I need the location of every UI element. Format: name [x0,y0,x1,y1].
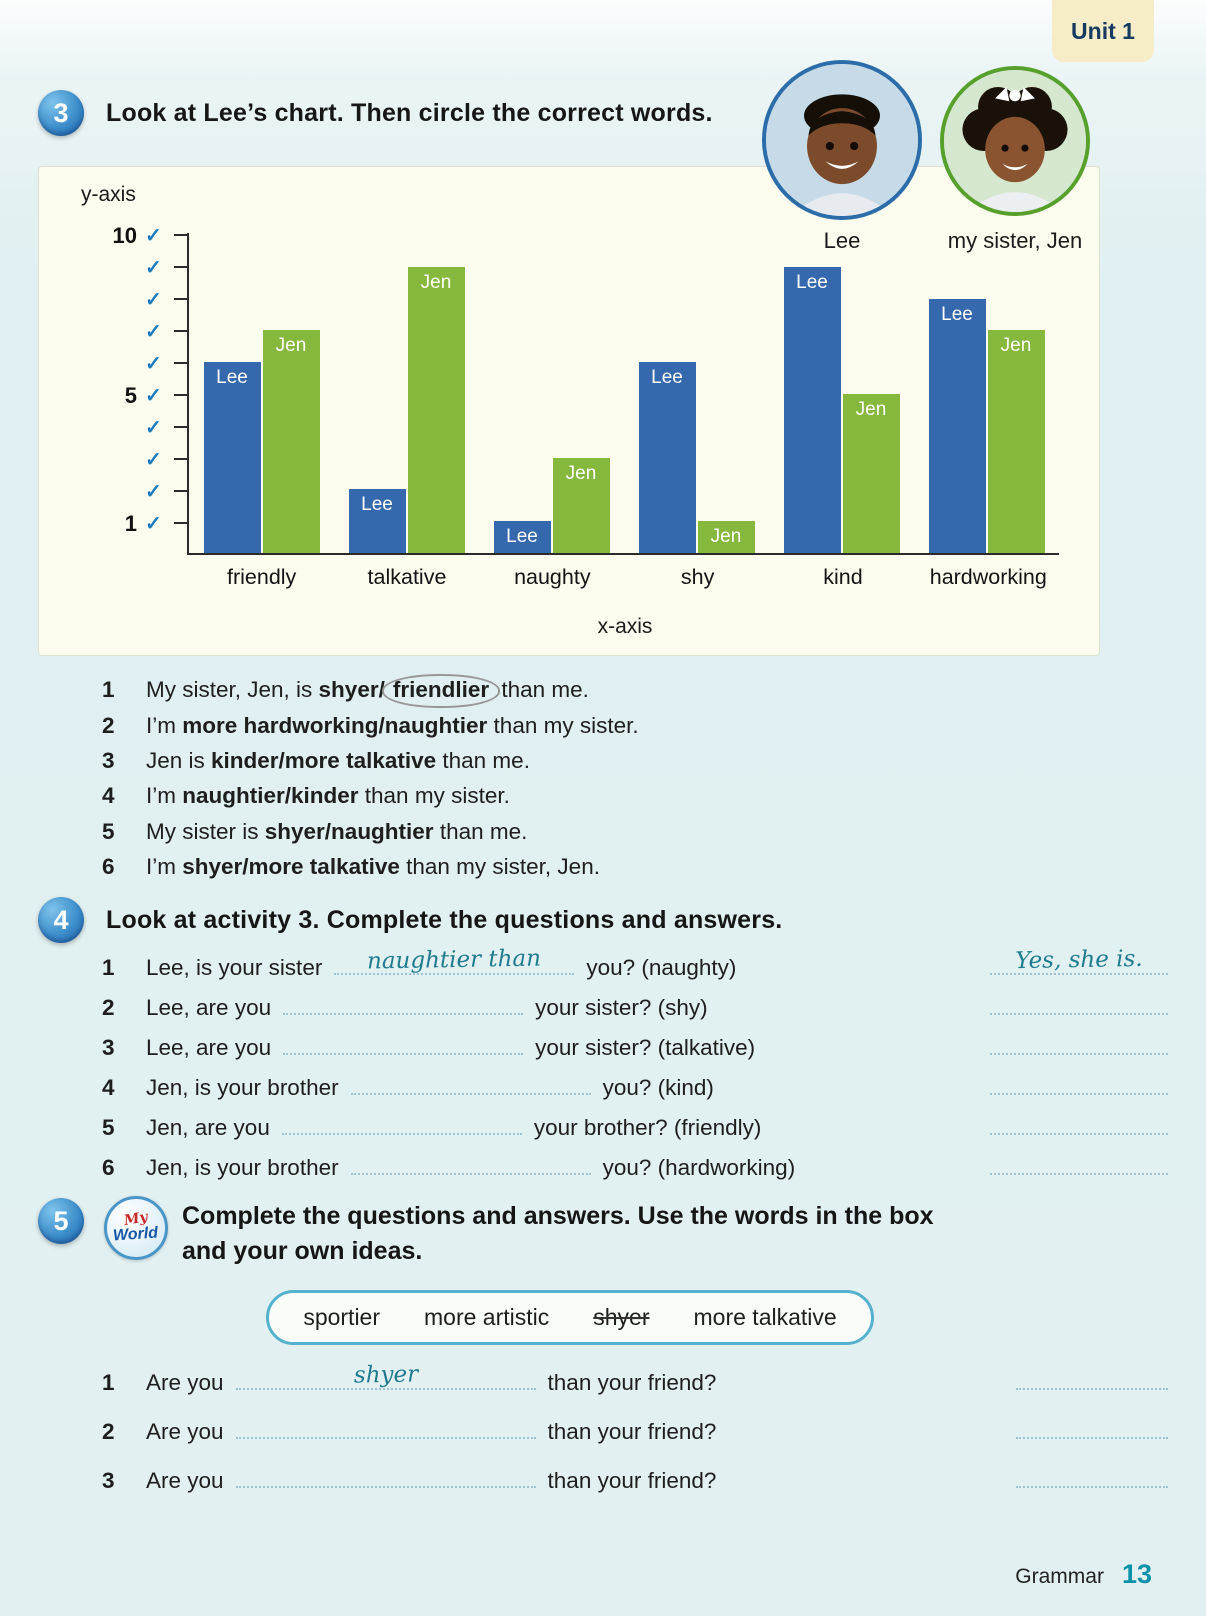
bar-label-jen: Jen [275,335,307,357]
category-label-friendly: friendly [227,565,297,589]
bar-jen-naughty [553,458,610,553]
question-number: 4 [102,1075,115,1100]
bar-group-friendly [189,330,334,553]
activity3-sentences [102,676,639,888]
short-answer-line [990,1113,1168,1135]
circled-word: friendlier [382,674,500,708]
footer-section-label: Grammar [1015,1565,1104,1588]
sentence-text: Jen is kinder/more talkative than me. [146,748,530,774]
sentence-row [102,853,639,881]
jen-photo-label: my sister, Jen [947,228,1083,253]
question-text-after: than your friend? [547,1370,717,1395]
bars-container [189,233,1059,553]
activity5-number-badge: 5 [38,1198,84,1244]
my-world-logo-line1: My [122,1209,150,1230]
bar-label-lee: Lee [361,494,393,516]
category-label-hardworking: hardworking [929,565,1047,589]
question-number: 1 [102,955,115,980]
checkmark-icon: ✓ [145,321,162,343]
question-row [102,993,1168,1033]
checkmark-icon: ✓ [145,225,162,247]
y-tick-6 [174,362,187,364]
answer-blank [236,1466,536,1488]
question-number: 3 [102,1468,115,1493]
bar-jen-hardworking [988,330,1045,553]
y-tick-7 [174,330,187,332]
question-number: 3 [102,1035,115,1060]
activity4-title: Look at activity 3. Complete the questions and answers. [106,905,783,934]
lee-photo-label: Lee [823,228,861,253]
question-row [102,945,1168,993]
bar-lee-naughty [494,521,551,553]
bar-group-hardworking [914,299,1059,553]
sentence-number: 6 [102,853,115,879]
checkmark-icon: ✓ [145,353,162,375]
question-text: Are you [146,1370,224,1395]
answer-blank [282,1113,522,1135]
sentence-row [102,676,639,705]
sentence-text: I’m more hardworking/naughtier than my sister. [146,713,639,739]
bar-jen-friendly [263,330,320,553]
question-row [102,1417,1168,1466]
my-world-logo [104,1196,168,1260]
word-box-word: more talkative [693,1304,837,1330]
jen-avatar-image [944,70,1086,212]
x-axis-label: x-axis [597,615,653,638]
chart-plot-area [112,223,1059,555]
short-answer-line [990,1153,1168,1175]
sentence-text: I’m naughtier/kinder than my sister. [146,783,510,809]
y-tick-4 [174,426,187,428]
word-box-word: more artistic [424,1304,550,1330]
y-tick-label-1: 1 [124,511,137,536]
question-text-after: you? (kind) [602,1075,714,1100]
question-text: Lee, are you [146,1035,272,1060]
answer-blank [283,1033,523,1055]
word-box-word: sportier [303,1304,381,1330]
category-label-talkative: talkative [367,565,447,589]
checkmark-icon: ✓ [145,289,162,311]
bar-label-lee: Lee [216,367,248,389]
question-row [102,1033,1168,1073]
category-label-shy: shy [680,565,715,589]
bar-label-lee: Lee [651,367,683,389]
checkmark-icon: ✓ [145,257,162,279]
answer-blank [351,1153,591,1175]
short-answer-line [990,1073,1168,1095]
bar-group-shy [624,362,769,553]
bar-group-kind [769,267,914,553]
page-number: 13 [1121,1559,1152,1589]
sentence-row [102,747,639,775]
y-tick-label-5: 5 [124,383,137,408]
bar-group-talkative [334,267,479,553]
question-number: 1 [102,1370,115,1395]
question-text: Jen, is your brother [146,1155,339,1180]
question-text: Are you [146,1468,224,1493]
question-text: Lee, are you [146,995,272,1020]
y-tick-3 [174,458,187,460]
question-row [102,1073,1168,1113]
lee-photo [762,60,922,220]
bar-lee-shy [639,362,696,553]
activity4-questions [102,945,1168,1193]
bar-label-jen: Jen [1000,335,1032,357]
short-answer-line [990,993,1168,1015]
answer-blank [236,1417,536,1439]
bar-label-jen: Jen [710,526,742,548]
lee-avatar-image [766,64,918,216]
x-axis-line [187,553,1059,555]
activity3-header [38,90,713,136]
checkmark-icon: ✓ [145,513,162,535]
answer-blank [236,1361,536,1390]
bar-label-lee: Lee [796,271,828,293]
y-tick-9 [174,266,187,268]
activity4-number-badge: 4 [38,897,84,943]
jen-photo [940,66,1090,216]
question-text: Lee, is your sister [146,955,323,980]
question-text-after: than your friend? [547,1419,717,1444]
bar-lee-kind [784,267,841,553]
question-row [102,1466,1168,1515]
word-box [266,1290,874,1345]
question-text: Jen, are you [146,1115,270,1140]
question-number: 6 [102,1155,115,1180]
sentence-number: 2 [102,713,115,739]
y-tick-10 [174,234,187,236]
activity5-title: Complete the questions and answers. Use the words in the box and your own ideas. [182,1202,934,1265]
page-footer [1015,1559,1152,1590]
bar-label-lee: Lee [506,526,538,548]
unit-tab: Unit 1 [1052,0,1154,62]
bar-jen-shy [698,521,755,553]
bar-lee-talkative [349,489,406,553]
y-tick-8 [174,298,187,300]
answer-blank [334,945,574,975]
question-text-after: your sister? (talkative) [535,1035,756,1060]
checkmark-icon: ✓ [145,449,162,471]
activity5-questions [102,1361,1168,1515]
question-row [102,1113,1168,1153]
sentence-text: My sister, Jen, is shyer/ friendlier than me. [146,676,589,705]
question-number: 5 [102,1115,115,1140]
activity3-title: Look at Lee’s chart. Then circle the correct words. [106,98,713,127]
question-text: Jen, is your brother [146,1075,339,1100]
checkmark-icon: ✓ [145,481,162,503]
answer-blank [283,993,523,1015]
sentence-number: 5 [102,818,115,844]
answer-blank [351,1073,591,1095]
handwritten-short-answer: Yes, she is. [1015,945,1143,975]
category-labels [189,565,1061,590]
sentence-number: 3 [102,748,115,774]
activity3-number-badge: 3 [38,90,84,136]
short-answer-line [990,1033,1168,1055]
sentence-row [102,818,639,846]
sentence-number: 4 [102,783,115,809]
question-number: 2 [102,1419,115,1444]
question-row [102,1361,1168,1417]
sentence-row [102,782,639,810]
activity5-header [38,1198,84,1244]
bar-label-lee: Lee [941,303,973,325]
question-number: 2 [102,995,115,1020]
short-answer-line [1016,1466,1168,1488]
handwritten-answer: shyer [353,1361,418,1389]
y-tick-5 [174,394,187,396]
short-answer-line [1016,1417,1168,1439]
question-text-after: your brother? (friendly) [533,1115,762,1140]
word-box-word: shyer [593,1304,650,1330]
question-text-after: you? (naughty) [586,955,737,980]
bar-jen-talkative [408,267,465,553]
checkmark-icon: ✓ [145,385,162,407]
sentence-row [102,712,639,740]
question-text-after: you? (hardworking) [602,1155,796,1180]
bar-jen-kind [843,394,900,553]
question-text-after: than your friend? [547,1468,717,1493]
question-text-after: your sister? (shy) [535,995,708,1020]
bar-group-naughty [479,458,624,553]
bar-label-jen: Jen [565,462,597,484]
bar-label-jen: Jen [855,399,887,420]
short-answer-line [1016,1368,1168,1390]
sentence-number: 1 [102,677,115,702]
y-tick-label-10: 10 [112,223,137,248]
sentence-text: My sister is shyer/naughtier than me. [146,818,528,844]
short-answer-line [990,945,1168,975]
bar-lee-friendly [204,362,261,553]
my-world-logo-line2: World [112,1224,160,1245]
activity4-header [38,897,782,943]
question-row [102,1153,1168,1193]
y-axis-label: y-axis [81,183,136,206]
handwritten-answer: naughtier than [367,945,542,975]
checkmark-icon: ✓ [145,417,162,439]
y-tick-2 [174,490,187,492]
bar-lee-hardworking [929,299,986,553]
sentence-text: I’m shyer/more talkative than my sister, Jen. [146,853,600,879]
bar-label-jen: Jen [420,271,452,293]
category-label-kind: kind [823,565,863,589]
category-label-naughty: naughty [514,565,591,589]
y-tick-1 [174,522,187,524]
question-text: Are you [146,1419,224,1444]
